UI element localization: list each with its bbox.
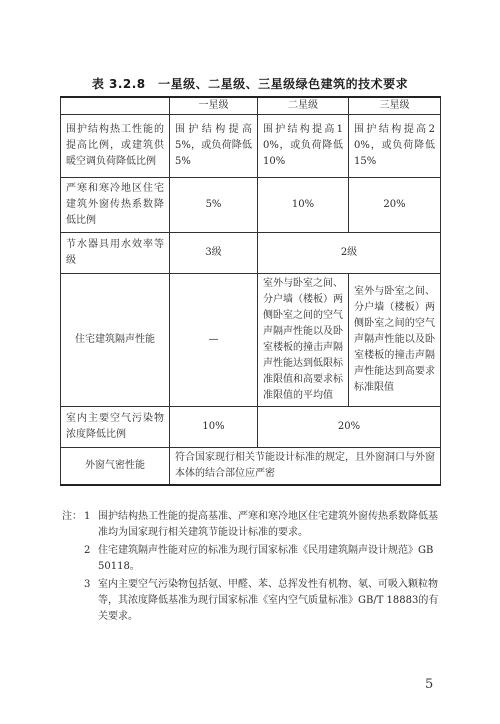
header-cell-blank — [61, 97, 170, 115]
table-cell: 10% — [170, 407, 258, 448]
row-label: 围护结构热工性能的提高比例，或建筑供暖空调负荷降低比例 — [61, 115, 170, 178]
header-cell-three-star: 三星级 — [349, 97, 441, 115]
table-row — [61, 115, 441, 178]
requirements-table — [60, 96, 441, 486]
table-cell: 10% — [258, 178, 349, 233]
table-row — [61, 274, 441, 407]
note-item — [62, 543, 442, 575]
table-cell: 20% — [258, 407, 441, 448]
table-cell: 围护结构提高5%，或负荷降低5% — [170, 115, 258, 178]
table-cell: 室外与卧室之间、分户墙（楼板）两侧卧室之间的空气声隔声性能以及卧室楼板的撞击声隔声性能达到低限标准限值和高要求标准限值的平均值 — [258, 274, 349, 407]
table-cell: 2级 — [258, 233, 441, 274]
row-label: 住宅建筑隔声性能 — [61, 274, 170, 407]
note-item — [62, 509, 442, 541]
row-label: 严寒和寒冷地区住宅建筑外窗传热系数降低比例 — [61, 178, 170, 233]
table-cell: 5% — [170, 178, 258, 233]
table-caption: 表 3.2.8 一星级、二星级、三星级绿色建筑的技术要求 — [91, 77, 409, 91]
note-text: 围护结构热工性能的提高基准、严寒和寒冷地区住宅建筑外窗传热系数降低基准均为国家现行相关建筑节能设计标准的要求。 — [98, 511, 438, 538]
table-row — [61, 407, 441, 448]
table-notes — [62, 509, 442, 627]
row-label: 室内主要空气污染物浓度降低比例 — [61, 407, 170, 448]
note-text: 住宅建筑隔声性能对应的标准为现行国家标准《民用建筑隔声设计规范》GB 50118。 — [98, 545, 434, 572]
table-cell: 围护结构提高10%，或负荷降低10% — [258, 115, 349, 178]
table-cell: — — [170, 274, 258, 407]
row-label: 外窗气密性能 — [61, 448, 170, 486]
table-cell: 室外与卧室之间、分户墙（楼板）两侧卧室之间的空气声隔声性能以及卧室楼板的撞击声隔声性能达到高要求标准限值 — [349, 274, 441, 407]
note-text: 室内主要空气污染物包括氨、甲醛、苯、总挥发性有机物、氡、可吸入颗粒物等，其浓度降低基准为现行国家标准《室内空气质量标准》GB/T 18883的有关要求。 — [98, 579, 439, 622]
table-header-row — [61, 97, 441, 115]
header-cell-one-star: 一星级 — [170, 97, 258, 115]
note-number: 1 — [84, 511, 91, 522]
note-number: 2 — [84, 545, 91, 556]
table-cell: 符合国家现行相关节能设计标准的规定，且外窗洞口与外窗本体的结合部位应严密 — [170, 448, 441, 486]
table-row — [61, 178, 441, 233]
row-label: 节水器具用水效率等级 — [61, 233, 170, 274]
table-row — [61, 233, 441, 274]
table-row — [61, 448, 441, 486]
header-cell-two-star: 二星级 — [258, 97, 349, 115]
table-cell: 围护结构提高20%，或负荷降低15% — [349, 115, 441, 178]
note-item — [62, 577, 442, 625]
page-number: 5 — [425, 677, 434, 692]
note-number: 3 — [84, 579, 91, 590]
table-cell: 20% — [349, 178, 441, 233]
table-cell: 3级 — [170, 233, 258, 274]
notes-prefix: 注： — [62, 511, 82, 522]
